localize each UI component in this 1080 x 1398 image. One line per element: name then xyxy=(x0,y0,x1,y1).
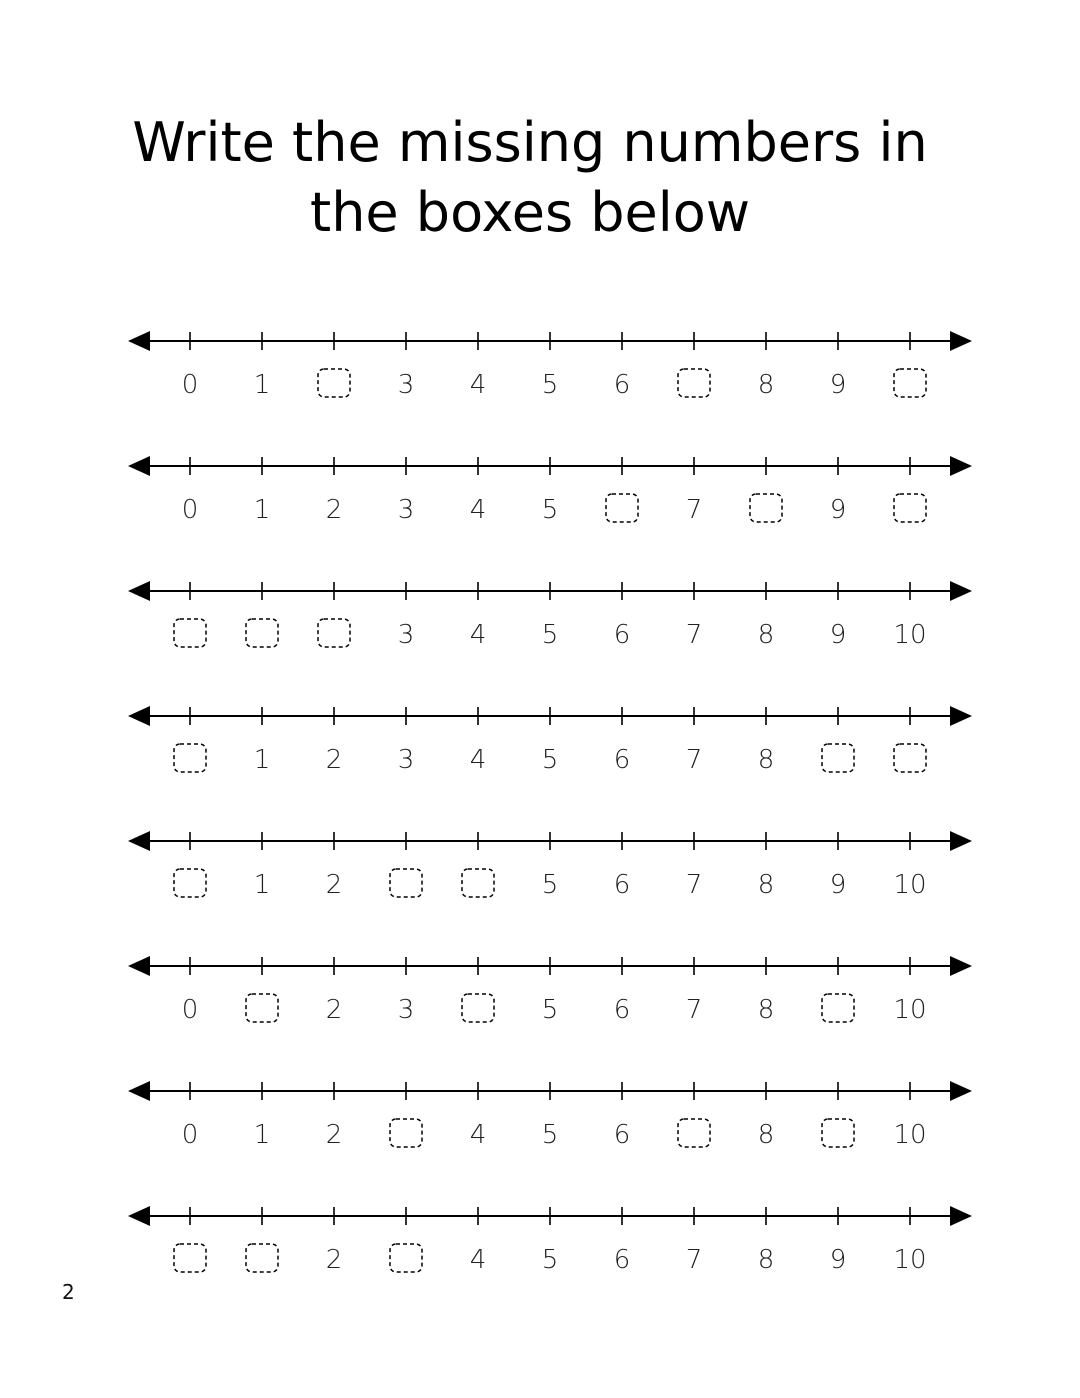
tick-label: 3 xyxy=(397,995,415,1025)
right-arrow-icon xyxy=(950,956,972,976)
answer-box[interactable] xyxy=(750,494,782,522)
tick-label: 0 xyxy=(181,995,199,1025)
right-arrow-icon xyxy=(950,331,972,351)
tick-label: 8 xyxy=(757,620,775,650)
tick-label: 3 xyxy=(397,620,415,650)
answer-box[interactable] xyxy=(390,1244,422,1272)
tick-label: 10 xyxy=(893,620,927,650)
tick-label: 1 xyxy=(253,745,271,775)
tick-label: 6 xyxy=(613,1245,631,1275)
tick-label: 8 xyxy=(757,1245,775,1275)
tick-label: 9 xyxy=(829,495,847,525)
tick-label: 1 xyxy=(253,370,271,400)
tick-label: 5 xyxy=(541,1120,559,1150)
right-arrow-icon xyxy=(950,456,972,476)
answer-box[interactable] xyxy=(822,1119,854,1147)
tick-label: 6 xyxy=(613,870,631,900)
tick-label: 2 xyxy=(325,745,343,775)
left-arrow-icon xyxy=(128,1081,150,1101)
answer-box[interactable] xyxy=(246,619,278,647)
tick-label: 5 xyxy=(541,870,559,900)
tick-label: 4 xyxy=(469,745,487,775)
number-line xyxy=(128,831,972,900)
tick-label: 4 xyxy=(469,1245,487,1275)
page-number: 2 xyxy=(62,1280,75,1304)
answer-box[interactable] xyxy=(390,1119,422,1147)
tick-label: 2 xyxy=(325,1120,343,1150)
answer-box[interactable] xyxy=(390,869,422,897)
tick-label: 5 xyxy=(541,620,559,650)
answer-box[interactable] xyxy=(822,994,854,1022)
answer-box[interactable] xyxy=(246,994,278,1022)
tick-label: 6 xyxy=(613,1120,631,1150)
tick-label: 0 xyxy=(181,495,199,525)
answer-box[interactable] xyxy=(174,869,206,897)
number-line xyxy=(128,456,972,525)
tick-label: 5 xyxy=(541,495,559,525)
tick-label: 7 xyxy=(685,495,703,525)
tick-label: 5 xyxy=(541,1245,559,1275)
tick-label: 6 xyxy=(613,620,631,650)
tick-label: 3 xyxy=(397,370,415,400)
answer-box[interactable] xyxy=(606,494,638,522)
number-line xyxy=(128,1206,972,1275)
tick-label: 7 xyxy=(685,995,703,1025)
tick-label: 7 xyxy=(685,1245,703,1275)
number-line xyxy=(128,581,972,650)
tick-label: 2 xyxy=(325,1245,343,1275)
answer-box[interactable] xyxy=(678,369,710,397)
tick-label: 3 xyxy=(397,745,415,775)
answer-box[interactable] xyxy=(174,744,206,772)
title-line-2: the boxes below xyxy=(310,181,750,244)
tick-label: 7 xyxy=(685,745,703,775)
right-arrow-icon xyxy=(950,1206,972,1226)
tick-label: 1 xyxy=(253,495,271,525)
tick-label: 6 xyxy=(613,995,631,1025)
tick-label: 1 xyxy=(253,870,271,900)
tick-label: 2 xyxy=(325,495,343,525)
tick-label: 9 xyxy=(829,870,847,900)
left-arrow-icon xyxy=(128,1206,150,1226)
number-line xyxy=(128,706,972,775)
tick-label: 10 xyxy=(893,870,927,900)
answer-box[interactable] xyxy=(678,1119,710,1147)
answer-box[interactable] xyxy=(894,369,926,397)
tick-label: 5 xyxy=(541,995,559,1025)
tick-label: 9 xyxy=(829,1245,847,1275)
tick-label: 8 xyxy=(757,995,775,1025)
tick-label: 7 xyxy=(685,870,703,900)
answer-box[interactable] xyxy=(822,744,854,772)
tick-label: 10 xyxy=(893,995,927,1025)
tick-label: 2 xyxy=(325,870,343,900)
answer-box[interactable] xyxy=(462,994,494,1022)
answer-box[interactable] xyxy=(174,1244,206,1272)
tick-label: 0 xyxy=(181,1120,199,1150)
right-arrow-icon xyxy=(950,581,972,601)
tick-label: 6 xyxy=(613,370,631,400)
tick-label: 10 xyxy=(893,1245,927,1275)
tick-label: 4 xyxy=(469,1120,487,1150)
title-line-1: Write the missing numbers in xyxy=(132,111,928,174)
tick-label: 4 xyxy=(469,370,487,400)
answer-box[interactable] xyxy=(318,369,350,397)
left-arrow-icon xyxy=(128,581,150,601)
tick-label: 1 xyxy=(253,1120,271,1150)
tick-label: 8 xyxy=(757,370,775,400)
tick-label: 4 xyxy=(469,620,487,650)
tick-label: 8 xyxy=(757,1120,775,1150)
tick-label: 9 xyxy=(829,620,847,650)
tick-label: 5 xyxy=(541,370,559,400)
tick-label: 8 xyxy=(757,870,775,900)
right-arrow-icon xyxy=(950,1081,972,1101)
left-arrow-icon xyxy=(128,456,150,476)
tick-label: 5 xyxy=(541,745,559,775)
tick-label: 8 xyxy=(757,745,775,775)
tick-label: 4 xyxy=(469,495,487,525)
tick-label: 0 xyxy=(181,370,199,400)
right-arrow-icon xyxy=(950,831,972,851)
answer-box[interactable] xyxy=(894,744,926,772)
number-line xyxy=(128,331,972,400)
right-arrow-icon xyxy=(950,706,972,726)
answer-box[interactable] xyxy=(894,494,926,522)
answer-box[interactable] xyxy=(174,619,206,647)
left-arrow-icon xyxy=(128,956,150,976)
left-arrow-icon xyxy=(128,706,150,726)
answer-box[interactable] xyxy=(462,869,494,897)
tick-label: 10 xyxy=(893,1120,927,1150)
answer-box[interactable] xyxy=(318,619,350,647)
number-line xyxy=(128,1081,972,1150)
tick-label: 9 xyxy=(829,370,847,400)
tick-label: 6 xyxy=(613,745,631,775)
tick-label: 2 xyxy=(325,995,343,1025)
tick-label: 3 xyxy=(397,495,415,525)
left-arrow-icon xyxy=(128,831,150,851)
left-arrow-icon xyxy=(128,331,150,351)
answer-box[interactable] xyxy=(246,1244,278,1272)
number-line xyxy=(128,956,972,1025)
tick-label: 7 xyxy=(685,620,703,650)
